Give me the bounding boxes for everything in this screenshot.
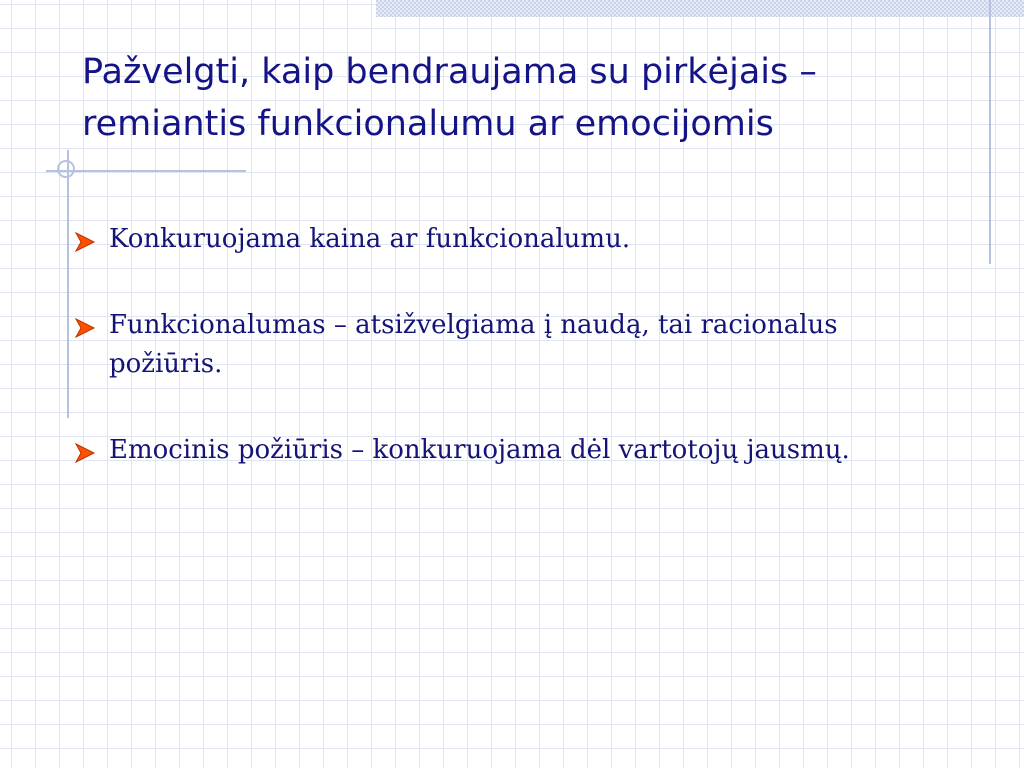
bullet-item bbox=[72, 431, 952, 470]
bullet-item bbox=[72, 306, 952, 384]
arrowhead-bullet-icon bbox=[74, 232, 96, 252]
slide-title: Pažvelgti, kaip bendraujama su pirkėjais – remiantis funkcionalumu ar emocijomis bbox=[82, 52, 817, 144]
bullet-item bbox=[72, 220, 952, 259]
crosshair-circle-icon bbox=[57, 160, 75, 178]
arrowhead-bullet-icon bbox=[74, 443, 96, 463]
left-vertical-rule bbox=[67, 150, 69, 418]
arrowhead-bullet-icon bbox=[74, 318, 96, 338]
bullet-text: Funkcionalumas – atsižvelgiama į naudą, tai racionalus požiūris. bbox=[109, 310, 838, 379]
bullet-text: Konkuruojama kaina ar funkcionalumu. bbox=[109, 224, 631, 254]
title-underline-rule bbox=[46, 170, 246, 172]
top-decorative-band bbox=[376, 0, 1024, 17]
bullet-list bbox=[72, 220, 952, 470]
bullet-text: Emocinis požiūris – konkuruojama dėl vartotojų jausmų. bbox=[109, 435, 850, 465]
right-vertical-rule bbox=[989, 0, 991, 264]
